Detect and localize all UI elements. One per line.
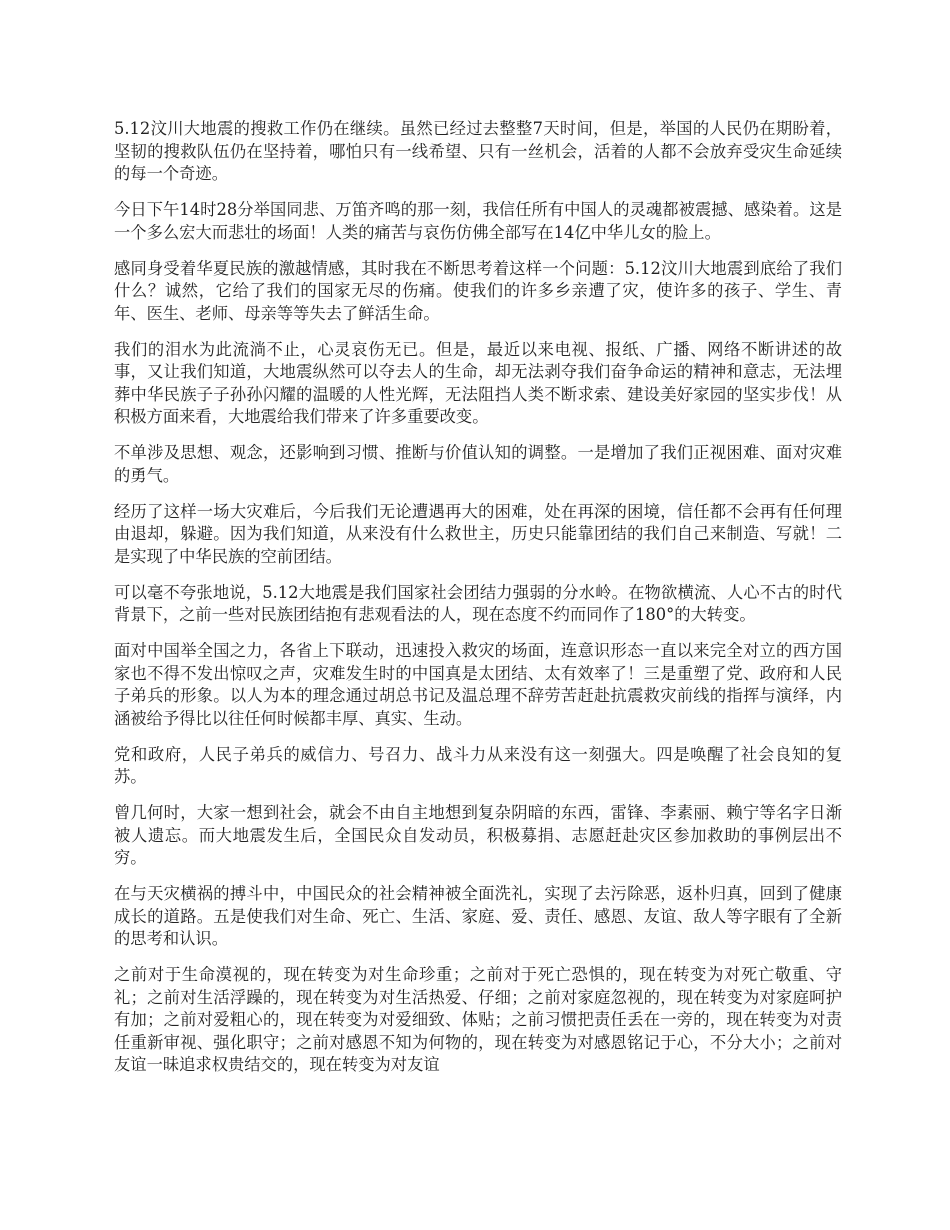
paragraph: 不单涉及思想、观念，还影响到习惯、推断与价值认知的调整。一是增加了我们正视困难、面对灾难的勇气。 — [114, 443, 842, 485]
paragraph: 感同身受着华夏民族的激越情感，其时我在不断思考着这样一个问题：5.12汶川大地震到底给了我们什么？诚然，它给了我们的国家无尽的伤痛。使我们的许多乡亲遭了灾，使许多的孩子、学生、青年、医生、老师、母亲等等失去了鲜活生命。 — [114, 258, 842, 323]
paragraph: 在与天灾横祸的搏斗中，中国民众的社会精神被全面洗礼，实现了去污除恶，返朴归真，回到了健康成长的道路。五是使我们对生命、死亡、生活、家庭、爱、责任、感恩、友谊、敌人等字眼有了全新的思考和认识。 — [114, 884, 842, 948]
paragraph: 今日下午14时28分举国同悲、万笛齐鸣的那一刻，我信任所有中国人的灵魂都被震撼、感染着。这是一个多么宏大而悲壮的场面！人类的痛苦与哀伤仿佛全部写在14亿中华儿女的脸上。 — [114, 200, 842, 242]
paragraph: 5.12汶川大地震的搜救工作仍在继续。虽然已经过去整整7天时间，但是，举国的人民仍在期盼着，坚韧的搜救队伍仍在坚持着，哪怕只有一线希望、只有一丝机会，活着的人都不会放弃受灾生命延续的每一个奇迹。 — [114, 119, 842, 183]
paragraph: 我们的泪水为此流淌不止，心灵哀伤无已。但是，最近以来电视、报纸、广播、网络不断讲述的故事，又让我们知道，大地震纵然可以夺去人的生命，却无法剥夺我们奋争命运的精神和意志，无法埋葬中华民族子子孙孙闪耀的温暖的人性光辉，无法阻挡人类不断求索、建设美好家园的坚实步伐！从积极方面来看，大地震给我们带来了许多重要改变。 — [114, 339, 842, 426]
paragraph: 可以毫不夸张地说，5.12大地震是我们国家社会团结力强弱的分水岭。在物欲横流、人心不古的时代背景下，之前一些对民族团结抱有悲观看法的人，现在态度不约而同作了180°的大转变。 — [114, 582, 842, 624]
paragraph: 经历了这样一场大灾难后，今后我们无论遭遇再大的困难，处在再深的困境，信任都不会再有任何理由退却，躲避。因为我们知道，从来没有什么救世主，历史只能靠团结的我们自己来制造、写就！二是实现了中华民族的空前团结。 — [114, 501, 842, 566]
paragraph: 曾几何时，大家一想到社会，就会不由自主地想到复杂阴暗的东西，雷锋、李素丽、赖宁等名字日渐被人遗忘。而大地震发生后，全国民众自发动员，积极募捐、志愿赶赴灾区参加救助的事例层出不穷。 — [114, 803, 842, 867]
paragraph: 面对中国举全国之力，各省上下联动，迅速投入救灾的场面，连意识形态一直以来完全对立的西方国家也不得不发出惊叹之声，灾难发生时的中国真是太团结、太有效率了！三是重塑了党、政府和人民子弟兵的形象。以人为本的理念通过胡总书记及温总理不辞劳苦赶赴抗震救灾前线的指挥与演绎，内涵被给予得比以往任何时候都丰厚、真实、生动。 — [114, 641, 842, 728]
document-body — [114, 118, 842, 1090]
paragraph: 之前对于生命漠视的，现在转变为对生命珍重；之前对于死亡恐惧的，现在转变为对死亡敬重、守礼；之前对生活浮躁的，现在转变为对生活热爱、仔细；之前对家庭忽视的，现在转变为对家庭呵护有加；之前对爱粗心的，现在转变为对爱细致、体贴；之前习惯把责任丢在一旁的，现在转变为对责任重新审视、强化职守；之前对感恩不知为何物的，现在转变为对感恩铭记于心，不分大小；之前对友谊一昧追求权贵结交的，现在转变为对友谊 — [114, 965, 842, 1074]
paragraph: 党和政府，人民子弟兵的威信力、号召力、战斗力从来没有这一刻强大。四是唤醒了社会良知的复苏。 — [114, 744, 842, 786]
